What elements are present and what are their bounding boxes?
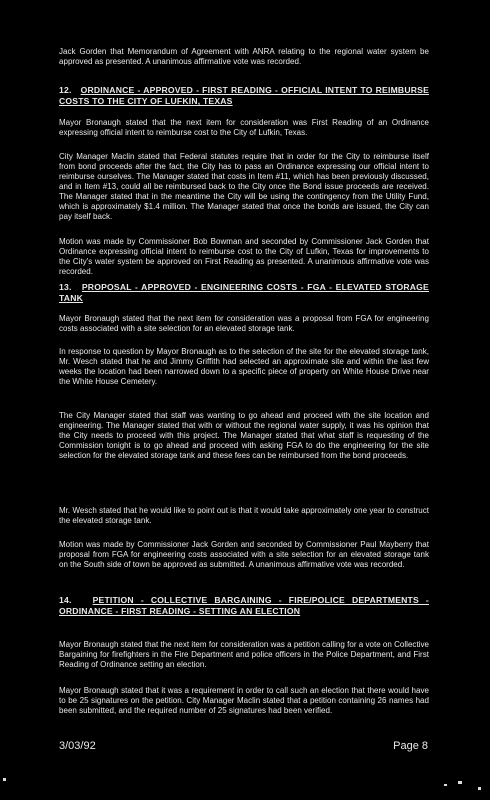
- item-title: PROPOSAL - APPROVED - ENGINEERING COSTS - FGA - ELEVATED STORAGE TANK: [59, 282, 429, 303]
- paragraph-motion-reimburse: Motion was made by Commissioner Bob Bowman and seconded by Commissioner Jack Gorden that Ordinance expressing official intent to reimburse cost to the City of Lufkin, Texas for improvements to the City's water system be approved on First Reading as presented. A unanimous affirmative vote was recorded.: [59, 237, 429, 276]
- paragraph-fga-intro: Mayor Bronaugh stated that the next item for consideration was a proposal from FGA for engineering costs associated with a site selection for an elevated storage tank.: [59, 314, 429, 333]
- item-number: 14.: [59, 595, 72, 605]
- paragraph-petition-signatures: Mayor Bronaugh stated that it was a requirement in order to call such an election that there would have to be 25 signatures on the petition. City Manager Maclin stated that a petition containing 26 names had been submitted, and the required number of 25 signatures had been verified.: [59, 686, 429, 715]
- item-number: 13.: [59, 282, 72, 292]
- item-number: 12.: [59, 85, 72, 95]
- scan-speck: [444, 784, 447, 786]
- paragraph-staff-proceed: The City Manager stated that staff was wanting to go ahead and proceed with the site location and engineering. The Manager stated that with or without the regional water supply, it was his opinion that the City needs to proceed with this project. The Manager stated that what staff is requesting of the Commission tonight is to go ahead and proceed with asking FGA to do the engineering for the site selection for the elevated storage tank and these fees can be reimbursed from the bond proceeds.: [59, 411, 429, 460]
- paragraph-site-selection: In response to question by Mayor Bronaugh as to the selection of the site for the elevated storage tank, Mr. Wesch stated that he and Jimmy Griffith had selected an approximate site and within the last few weeks the location had been narrowed down to a specific piece of property on White House Drive near the White House Cemetery.: [59, 347, 429, 386]
- paragraph-construction-time: Mr. Wesch stated that he would like to point out is that it would take approximately one year to construct the elevated storage tank.: [59, 506, 429, 525]
- heading-item-13: [59, 282, 429, 304]
- paragraph-motion-anra: Jack Gorden that Memorandum of Agreement with ANRA relating to the regional water system be approved as presented. A unanimous affirmative vote was recorded.: [59, 47, 429, 66]
- footer-page-number: Page 8: [393, 740, 428, 752]
- scan-speck: [478, 787, 481, 790]
- paragraph-petition-intro: Mayor Bronaugh stated that the next item for consideration was a petition calling for a vote on Collective Bargaining for firefighters in the Fire Department and police officers in the Police Department, and First Reading of Ordinance setting an election.: [59, 640, 429, 669]
- paragraph-motion-fga: Motion was made by Commissioner Jack Gorden and seconded by Commissioner Paul Mayberry that proposal from FGA for engineering costs associated with a site selection for an elevated storage tank on the South side of town be approved as submitted. A unanimous affirmative vote was recorded.: [59, 540, 429, 569]
- heading-item-14: [59, 595, 429, 617]
- footer-date: 3/03/92: [59, 740, 96, 752]
- paragraph-manager-reimburse: City Manager Maclin stated that Federal statutes require that in order for the City to reimburse itself from bond proceeds after the fact, the City has to pass an Ordinance expressing our official intent to reimburse ourselves. The Manager stated that costs in Item #11, which has been previously discussed, and in Item #13, could all be reimbursed back to the City once the Bond issue proceeds are received. The Manager stated that in the meantime the City will be using the contingency from the Utility Fund, which is approximately $1.4 million. The Manager stated that once the bonds are issued, the City can pay itself back.: [59, 152, 429, 221]
- scan-speck: [3, 778, 6, 781]
- item-title: PETITION - COLLECTIVE BARGAINING - FIRE/POLICE DEPARTMENTS - ORDINANCE - FIRST READING - SETTING AN ELECTION: [59, 595, 429, 616]
- item-title: ORDINANCE - APPROVED - FIRST READING - OFFICIAL INTENT TO REIMBURSE COSTS TO THE CITY OF LUFKIN, TEXAS: [59, 85, 430, 106]
- paragraph-reimburse-intro: Mayor Bronaugh stated that the next item for consideration was First Reading of an Ordinance expressing official intent to reimburse cost to the City of Lufkin, Texas.: [59, 118, 429, 137]
- scan-speck: [458, 781, 462, 784]
- heading-item-12: [59, 85, 429, 107]
